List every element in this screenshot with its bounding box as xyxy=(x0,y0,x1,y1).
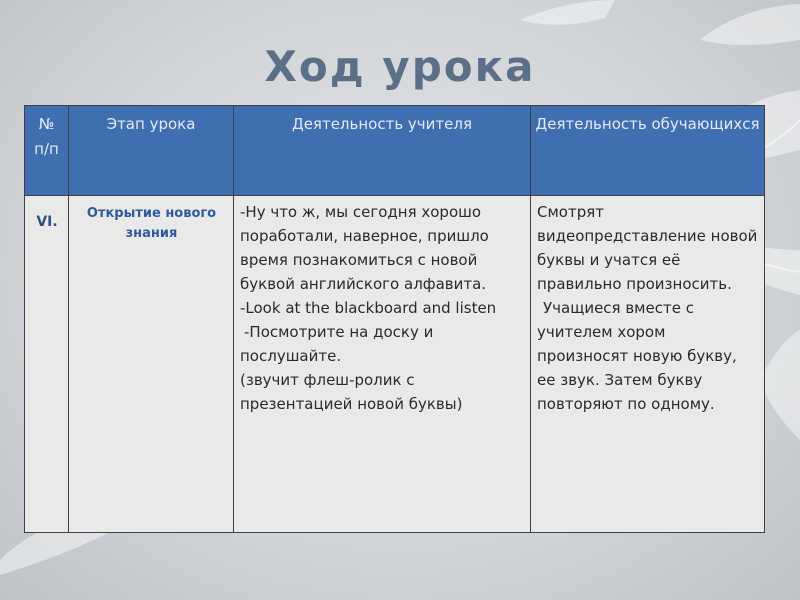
row-number: VI. xyxy=(25,196,69,533)
lesson-plan-table xyxy=(24,105,765,533)
teacher-paragraph: (звучит флеш-ролик с презентацией новой буквы) xyxy=(240,371,463,413)
row-students-activity xyxy=(531,196,765,533)
header-teacher-activity: Деятельность учителя xyxy=(234,106,531,196)
leaf-shape xyxy=(760,330,800,440)
leaf-shape xyxy=(700,4,800,45)
header-stage: Этап урока xyxy=(69,106,234,196)
teacher-paragraph: -Look at the blackboard and listen xyxy=(240,299,497,317)
header-students-activity: Деятельность обучающихся xyxy=(531,106,765,196)
students-paragraph: Учащиеся вместе с учителем хором произносят новую букву, ее звук. Затем букву повторяют по одному. xyxy=(537,299,737,413)
teacher-paragraph: -Ну что ж, мы сегодня хорошо поработали, наверное, пришло время познакомиться с новой буквой английского алфавита. xyxy=(240,203,489,293)
header-number: № п/п xyxy=(25,106,69,196)
students-paragraph: Смотрят видеопредставление новой буквы и учатся её правильно произносить. xyxy=(537,203,758,293)
table-header-row xyxy=(25,106,765,196)
teacher-paragraph: -Посмотрите на доску и послушайте. xyxy=(240,323,434,365)
table-row xyxy=(25,196,765,533)
row-stage: Открытие нового знания xyxy=(69,196,234,533)
row-teacher-activity xyxy=(234,196,531,533)
slide-title: Ход урока xyxy=(264,42,536,91)
leaf-shape xyxy=(520,0,615,25)
